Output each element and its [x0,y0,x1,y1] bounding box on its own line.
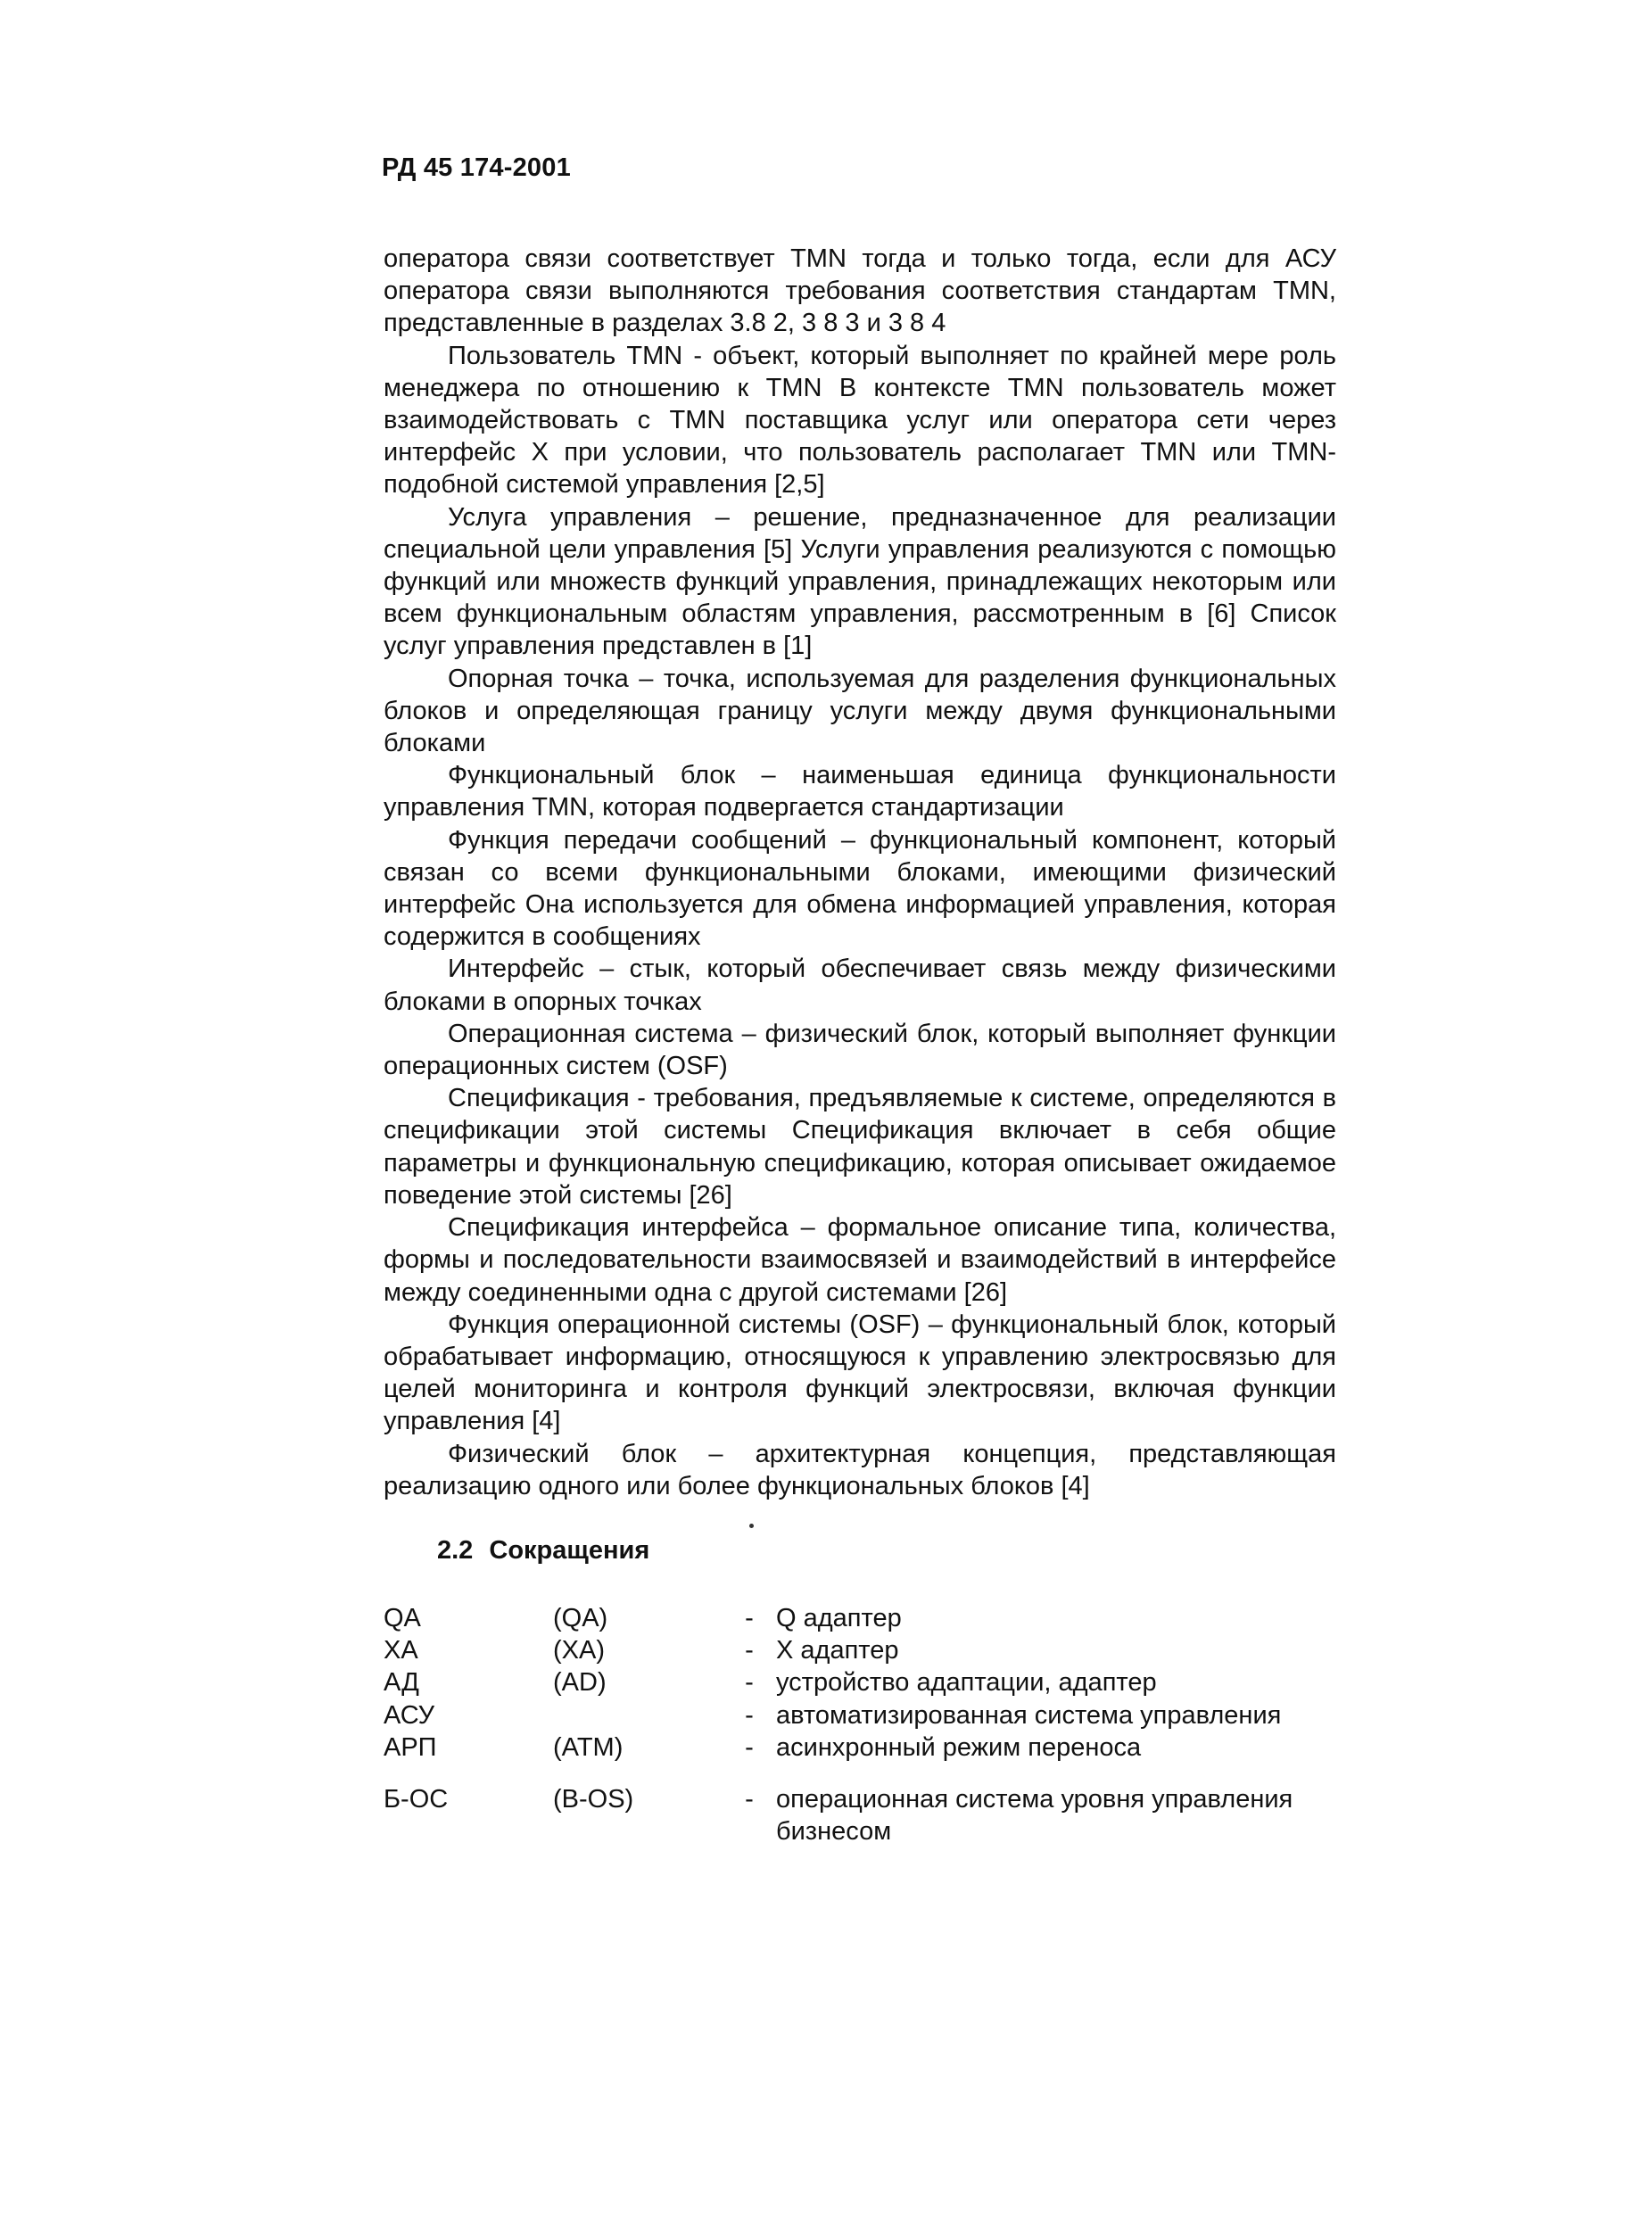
abbreviation-row [384,1699,1365,1731]
paragraph: Опорная точка – точка, используемая для разделения функциональных блоков и определяющая границу услуги между двумя функциональными блоками [384,664,1336,758]
paragraph: Функция передачи сообщений – функциональный компонент, который связан со всеми функциональными блоками, имеющими физический интерфейс Она используется для обмена информацией управления, которая содержится в сообщениях [384,825,1336,952]
abbreviation-code: QA [384,1604,421,1632]
abbreviation-description: устройство адаптации, адаптер [776,1668,1157,1698]
paragraph: Услуга управления – решение, предназначенное для реализации специальной цели управления [5] Услуги управления реализуются с помощью функций или множеств функций управления, принадлежащих некоторым или всем функциональным областям управления, рассмотренным в [6] Список услуг управления представлен в [1] [384,502,1336,661]
abbreviation-original: (AD) [553,1668,607,1698]
abbreviation-row [384,1666,1365,1698]
paragraph: Операционная система – физический блок, который выполняет функции операционных систем (OSF) [384,1019,1336,1081]
abbreviation-original: (QA) [553,1604,608,1632]
scan-speck [749,1524,754,1528]
abbreviation-dash: - [745,1636,754,1665]
abbreviation-dash: - [745,1785,754,1814]
paragraph: Функциональный блок – наименьшая единица функциональности управления TMN, которая подвергается стандартизации [384,761,1336,822]
abbreviation-row [384,1634,1365,1666]
paragraph: Физический блок – архитектурная концепция, представляющая реализацию одного или более функциональных блоков [4] [384,1439,1336,1500]
paragraph: оператора связи соответствует TMN тогда и только тогда, если для АСУ оператора связи выполняются требования соответствия стандартам TMN, представленные в разделах 3.8 2, 3 8 3 и 3 8 4 [384,244,1336,338]
abbreviations-list [384,1602,1365,1847]
paragraph: Функция операционной системы (OSF) – функциональный блок, который обрабатывает информацию, относящуюся к управлению электросвязью для целей мониторинга и контроля функций электросвязи, включая функции управления [4] [384,1310,1336,1436]
section-heading [437,1536,649,1566]
abbreviation-code: АРП [384,1732,437,1762]
document-code-header: РД 45 174-2001 [382,153,571,182]
abbreviation-original: (ATM) [553,1732,624,1762]
abbreviation-code: АСУ [384,1700,435,1730]
abbreviation-code: АД [384,1668,419,1698]
section-number: 2.2 [437,1536,474,1565]
abbreviation-code: ХА [384,1636,418,1665]
abbreviation-description: Х адаптер [776,1636,899,1665]
abbreviation-description: операционная система уровня управления бизнесом [776,1785,1293,1847]
abbreviation-row [384,1602,1365,1634]
abbreviation-description: Q адаптер [776,1604,902,1632]
abbreviation-dash: - [745,1732,754,1762]
paragraph: Пользователь TMN - объект, который выполняет по крайней мере роль менеджера по отношению к TMN В контексте TMN пользователь может взаимодействовать с TMN поставщика услуг или оператора сети через интерфейс X при условии, что пользователь располагает TMN или TMN-подобной системой управления [2,5] [384,341,1336,500]
abbreviation-dash: - [745,1668,754,1698]
paragraph: Интерфейс – стык, который обеспечивает связь между физическими блоками в опорных точках [384,954,1336,1016]
abbreviation-code: Б-ОС [384,1785,449,1814]
abbreviation-row [384,1731,1365,1764]
abbreviation-original: (ХА) [553,1636,605,1665]
definitions-body [384,243,1336,1502]
section-title: Сокращения [489,1536,650,1565]
abbreviation-description: автоматизированная система управления [776,1700,1282,1730]
abbreviation-dash: - [745,1604,754,1632]
paragraph: Спецификация - требования, предъявляемые к системе, определяются в спецификации этой системы Спецификация включает в себя общие параметры и функциональную спецификацию, которая описывает ожидаемое поведение этой системы [26] [384,1084,1336,1210]
paragraph: Спецификация интерфейса – формальное описание типа, количества, формы и последовательности взаимосвязей и взаимодействий в интерфейсе между соединенными одна с другой системами [26] [384,1213,1336,1307]
abbreviation-original: (B-OS) [553,1785,634,1814]
abbreviation-dash: - [745,1700,754,1730]
abbreviation-row [384,1783,1365,1847]
abbreviation-description: асинхронный режим переноса [776,1732,1142,1762]
